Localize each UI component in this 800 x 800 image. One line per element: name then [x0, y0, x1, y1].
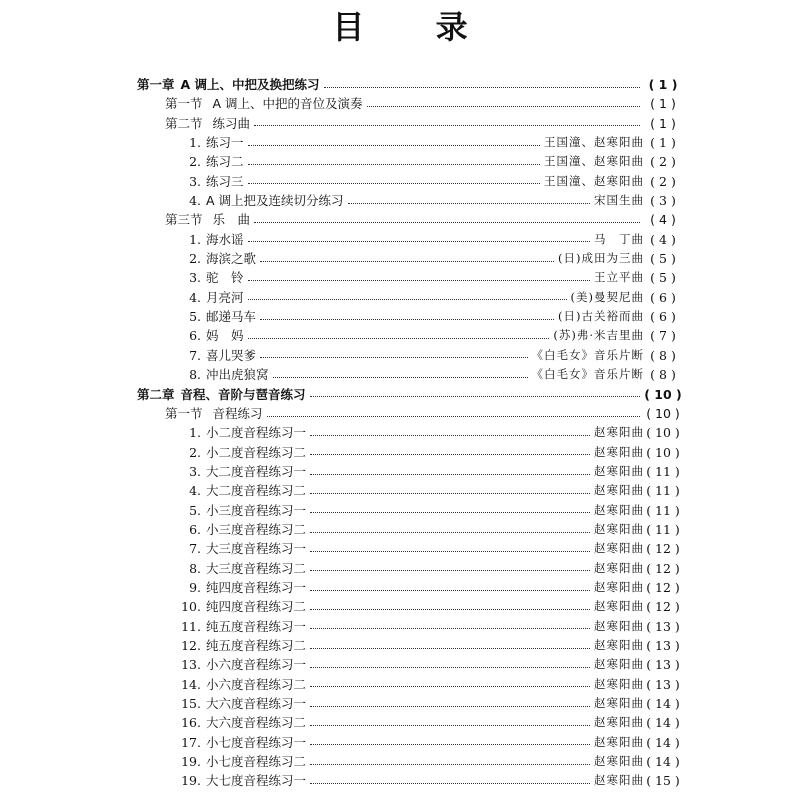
- toc-entry-label: 19.: [181, 754, 201, 770]
- dotted-leader: [310, 782, 590, 784]
- toc-entry-label: 14.: [181, 676, 201, 692]
- toc-entry-title: 小六度音程练习二: [206, 676, 307, 692]
- toc-item-row[interactable]: [0, 172, 800, 191]
- toc-entry-page-number: ( 10 ): [646, 444, 680, 460]
- toc-item-row[interactable]: [0, 462, 800, 481]
- dotted-leader: [310, 531, 590, 533]
- toc-entry-page-number: ( 13 ): [646, 637, 680, 653]
- page-title: 目 录: [332, 8, 498, 46]
- toc-entry-title: 练习曲: [212, 115, 251, 131]
- dotted-leader: [367, 105, 640, 107]
- toc-entry-title: 练习一: [206, 135, 244, 151]
- toc-entry-title: 纯五度音程练习二: [206, 637, 307, 653]
- toc-entry-title: 大三度音程练习一: [206, 541, 307, 557]
- page-number-value: 1: [659, 115, 667, 131]
- dotted-leader: [310, 569, 590, 571]
- toc-section-row[interactable]: [0, 210, 800, 229]
- toc-entry-page-number: ( 3 ): [650, 193, 676, 209]
- toc-entry-composer: 《白毛女》音乐片断: [531, 347, 644, 362]
- toc-entry-label: 6.: [189, 328, 201, 344]
- page-number-value: 11: [655, 502, 671, 518]
- toc-entry-label: 第二章: [137, 386, 175, 402]
- toc-entry-title: 大六度音程练习二: [206, 715, 307, 731]
- page-number-value: 10: [655, 425, 671, 441]
- page-number-value: 11: [655, 463, 671, 479]
- page-number-value: 10: [654, 386, 672, 402]
- toc-entry-label: 13.: [181, 657, 201, 673]
- toc-entry-page-number: ( 1 ): [650, 135, 676, 151]
- toc-entry-title: 小六度音程练习一: [206, 657, 307, 673]
- toc-item-row[interactable]: [0, 191, 800, 210]
- dotted-leader: [248, 298, 567, 300]
- toc-entry-composer: (美)曼契尼曲: [570, 289, 644, 304]
- page-number-value: 15: [655, 773, 671, 789]
- toc-entry-composer: 赵寒阳曲: [594, 734, 644, 749]
- toc-entry-title: 练习三: [206, 173, 244, 189]
- toc-entry-composer: 赵寒阳曲: [594, 773, 644, 788]
- toc-item-row[interactable]: [0, 578, 800, 597]
- toc-entry-page-number: ( 7 ): [650, 328, 676, 344]
- toc-entry-page-number: ( 14 ): [646, 754, 680, 770]
- toc-item-row[interactable]: [0, 771, 800, 790]
- dotted-leader: [260, 318, 554, 320]
- toc-entry-composer: 宋国生曲: [594, 193, 644, 208]
- toc-chapter-row[interactable]: [0, 75, 800, 94]
- toc-item-row[interactable]: [0, 539, 800, 558]
- page-number-value: 13: [655, 637, 671, 653]
- toc-item-row[interactable]: [0, 152, 800, 171]
- dotted-leader: [310, 434, 590, 436]
- dotted-leader: [310, 395, 640, 397]
- toc-entry-label: 5.: [189, 309, 201, 325]
- toc-item-row[interactable]: [0, 520, 800, 539]
- toc-entry-composer: 王立平曲: [594, 270, 644, 285]
- page-number-value: 14: [655, 734, 671, 750]
- page-number-value: 13: [655, 618, 671, 634]
- page-number-value: 1: [659, 135, 667, 151]
- toc-entry-page-number: ( 14 ): [646, 715, 680, 731]
- toc-entry-composer: 马 丁曲: [594, 231, 644, 246]
- toc-item-row[interactable]: [0, 694, 800, 713]
- toc-entry-label: 2.: [189, 154, 201, 170]
- toc-entry-composer: 赵寒阳曲: [594, 599, 644, 614]
- toc-entry-label: 12.: [181, 637, 201, 653]
- toc-entry-label: 1.: [189, 135, 201, 151]
- toc-item-row[interactable]: [0, 733, 800, 752]
- dotted-leader: [310, 453, 590, 455]
- toc-entry-page-number: ( 11 ): [646, 463, 680, 479]
- toc-item-row[interactable]: [0, 365, 800, 384]
- toc-entry-page-number: ( 13 ): [646, 676, 680, 692]
- toc-entry-page-number: ( 1 ): [648, 77, 678, 92]
- toc-item-row[interactable]: [0, 346, 800, 365]
- toc-entry-page-number: ( 8 ): [650, 347, 676, 363]
- page-number-value: 12: [655, 560, 671, 576]
- toc-entry-title: 驼 铃: [206, 270, 244, 286]
- page-number-value: 12: [655, 599, 671, 615]
- dotted-leader: [310, 724, 590, 726]
- toc-entry-title: 小二度音程练习二: [206, 444, 307, 460]
- toc-entry-title: 大二度音程练习二: [206, 483, 307, 499]
- toc-item-row[interactable]: [0, 326, 800, 345]
- toc-entry-label: 第一章: [137, 77, 175, 92]
- toc-entry-label: 2.: [189, 444, 201, 460]
- toc-entry-label: 5.: [189, 502, 201, 518]
- toc-section-row[interactable]: [0, 404, 800, 423]
- dotted-leader: [310, 763, 590, 765]
- page-number-value: 8: [659, 347, 667, 363]
- toc-entry-composer: 赵寒阳曲: [594, 657, 644, 672]
- toc-entry-title: 小三度音程练习一: [206, 502, 307, 518]
- dotted-leader: [310, 743, 590, 745]
- page-number-value: 12: [655, 541, 671, 557]
- toc-entry-label: 3.: [189, 173, 201, 189]
- toc-section-row[interactable]: [0, 114, 800, 133]
- toc-entry-label: 9.: [189, 579, 201, 595]
- toc-entry-page-number: ( 2 ): [650, 173, 676, 189]
- toc-entry-composer: 王国潼、赵寒阳曲: [544, 135, 644, 150]
- toc-entry-label: 6.: [189, 521, 201, 537]
- page-number-value: 14: [655, 715, 671, 731]
- toc-entry-title: A 调上把及连续切分练习: [206, 193, 344, 209]
- toc-entry-composer: 赵寒阳曲: [594, 754, 644, 769]
- toc-entry-composer: 王国潼、赵寒阳曲: [544, 173, 644, 188]
- toc-entry-title: A 调上、中把的音位及演奏: [212, 96, 363, 112]
- toc-entry-label: 4.: [189, 193, 201, 209]
- toc-entry-composer: 赵寒阳曲: [594, 715, 644, 730]
- toc-entry-page-number: ( 5 ): [650, 251, 676, 267]
- dotted-leader: [310, 685, 590, 687]
- toc-item-row[interactable]: [0, 307, 800, 326]
- toc-entry-label: 16.: [181, 715, 201, 731]
- dotted-leader: [310, 492, 590, 494]
- dotted-leader: [348, 202, 590, 204]
- toc-entry-title: 小七度音程练习一: [206, 734, 307, 750]
- toc-section-row[interactable]: [0, 94, 800, 113]
- page-number-value: 10: [655, 405, 671, 421]
- toc-entry-label: 第一节: [165, 96, 203, 112]
- toc-entry-page-number: ( 14 ): [646, 696, 680, 711]
- toc-entry-page-number: ( 10 ): [644, 386, 682, 402]
- toc-entry-label: 8.: [189, 560, 201, 576]
- toc-entry-label: 17.: [181, 734, 201, 750]
- page-number-value: 7: [659, 328, 667, 344]
- toc-entry-composer: 赵寒阳曲: [594, 463, 644, 478]
- toc-entry-label: 第一节: [165, 405, 203, 421]
- toc-entry-label: 4.: [189, 289, 201, 305]
- page-number-value: 1: [658, 77, 668, 92]
- toc-entry-page-number: ( 1 ): [650, 96, 676, 112]
- toc-entry-title: 小三度音程练习二: [206, 521, 307, 537]
- toc-entry-page-number: ( 11 ): [646, 502, 680, 518]
- toc-entry-page-number: ( 11 ): [646, 521, 680, 537]
- page-number-value: 4: [659, 212, 667, 228]
- toc-entry-page-number: ( 12 ): [646, 579, 680, 595]
- toc-entry-title: 练习二: [206, 154, 244, 170]
- toc-entry-composer: (苏)弗·米吉里曲: [553, 328, 644, 343]
- toc-entry-title: 海水谣: [206, 231, 244, 247]
- toc-item-row[interactable]: [0, 617, 800, 636]
- dotted-leader: [254, 221, 640, 223]
- toc-entry-composer: 赵寒阳曲: [594, 502, 644, 517]
- toc-item-row[interactable]: [0, 230, 800, 249]
- dotted-leader: [248, 163, 540, 165]
- dotted-leader: [248, 279, 590, 281]
- dotted-leader: [260, 260, 554, 262]
- toc-entry-label: 1.: [189, 231, 201, 247]
- toc-entry-composer: 赵寒阳曲: [594, 560, 644, 575]
- page-number-value: 13: [655, 657, 671, 673]
- toc-item-row[interactable]: [0, 249, 800, 268]
- dotted-leader: [248, 182, 540, 184]
- dotted-leader: [310, 705, 590, 707]
- dotted-leader: [273, 376, 528, 378]
- toc-entry-composer: 赵寒阳曲: [594, 696, 644, 710]
- toc-entry-title: 音程练习: [212, 405, 263, 421]
- toc-entry-page-number: ( 12 ): [646, 599, 680, 615]
- page-number-value: 5: [659, 270, 667, 286]
- page-number-value: 8: [659, 367, 667, 383]
- toc-entry-label: 第三节: [165, 212, 203, 228]
- toc-item-row[interactable]: [0, 268, 800, 287]
- dotted-leader: [248, 240, 590, 242]
- toc-entry-label: 4.: [189, 483, 201, 499]
- toc-entry-title: 冲出虎狼窝: [206, 367, 269, 383]
- toc-item-row[interactable]: [0, 713, 800, 732]
- toc-entry-title: 乐 曲: [212, 212, 251, 228]
- dotted-leader: [310, 589, 590, 591]
- toc-item-row[interactable]: [0, 481, 800, 500]
- toc-entry-label: 7.: [189, 347, 201, 363]
- dotted-leader: [310, 608, 590, 610]
- toc-entry-title: 大二度音程练习一: [206, 463, 307, 479]
- toc-entry-title: 纯四度音程练习一: [206, 579, 307, 595]
- page-number-value: 2: [659, 154, 667, 170]
- toc-item-row[interactable]: [0, 655, 800, 674]
- toc-entry-page-number: ( 6 ): [650, 289, 676, 305]
- toc-entry-title: 邮递马车: [206, 309, 257, 325]
- page-number-value: 2: [659, 173, 667, 189]
- page-number-value: 6: [659, 289, 667, 305]
- toc-entry-composer: 赵寒阳曲: [594, 579, 644, 594]
- toc-entry-composer: 王国潼、赵寒阳曲: [544, 154, 644, 169]
- toc-entry-label: 7.: [189, 541, 201, 557]
- dotted-leader: [260, 356, 527, 358]
- toc-entry-page-number: ( 10 ): [646, 425, 680, 441]
- toc-entry-composer: 赵寒阳曲: [594, 425, 644, 440]
- toc-entry-composer: 赵寒阳曲: [594, 618, 644, 633]
- toc-entry-title: 小七度音程练习二: [206, 754, 307, 770]
- page-number-value: 11: [655, 483, 671, 499]
- toc-entry-title: 纯五度音程练习一: [206, 618, 307, 634]
- dotted-leader: [310, 473, 590, 475]
- toc-entry-page-number: ( 15 ): [646, 773, 680, 789]
- page-number-value: 3: [659, 193, 667, 209]
- dotted-leader: [310, 627, 590, 629]
- toc-entry-label: 15.: [181, 696, 201, 711]
- toc-entry-composer: 赵寒阳曲: [594, 444, 644, 459]
- toc-entry-composer: 赵寒阳曲: [594, 541, 644, 556]
- page-number-value: 13: [655, 676, 671, 692]
- toc-entry-composer: (日)古关裕而曲: [558, 309, 644, 324]
- page-number-value: 5: [659, 251, 667, 267]
- toc-entry-title: 大六度音程练习一: [206, 696, 307, 711]
- toc-entry-label: 第二节: [165, 115, 203, 131]
- dotted-leader: [310, 511, 590, 513]
- page-number-value: 4: [659, 231, 667, 247]
- toc-item-row[interactable]: [0, 559, 800, 578]
- toc-entry-label: 10.: [181, 599, 201, 615]
- dotted-leader: [254, 124, 640, 126]
- toc-entry-title: 大三度音程练习二: [206, 560, 307, 576]
- toc-entry-composer: 《白毛女》音乐片断: [531, 367, 644, 382]
- toc-entry-title: 海滨之歌: [206, 251, 257, 267]
- toc-entry-title: 月亮河: [206, 289, 244, 305]
- dotted-leader: [267, 415, 640, 417]
- dotted-leader: [248, 144, 540, 146]
- toc-entry-composer: 赵寒阳曲: [594, 676, 644, 691]
- page-number-value: 1: [659, 96, 667, 112]
- toc-entry-page-number: ( 13 ): [646, 657, 680, 673]
- page-number-value: 6: [659, 309, 667, 325]
- toc-entry-composer: 赵寒阳曲: [594, 521, 644, 536]
- toc-entry-composer: 赵寒阳曲: [594, 637, 644, 652]
- toc-entry-label: 3.: [189, 463, 201, 479]
- toc-entry-page-number: ( 12 ): [646, 541, 680, 557]
- toc-entry-page-number: ( 6 ): [650, 309, 676, 325]
- toc-item-row[interactable]: [0, 675, 800, 694]
- toc-item-row[interactable]: [0, 288, 800, 307]
- toc-entry-label: 2.: [189, 251, 201, 267]
- dotted-leader: [310, 666, 590, 668]
- dotted-leader: [310, 647, 590, 649]
- toc-item-row[interactable]: [0, 636, 800, 655]
- toc-item-row[interactable]: [0, 597, 800, 616]
- page-number-value: 12: [655, 579, 671, 595]
- dotted-leader: [248, 337, 550, 339]
- dotted-leader: [310, 550, 590, 552]
- toc-entry-page-number: ( 10 ): [646, 405, 680, 421]
- toc-entry-composer: (日)成田为三曲: [558, 251, 644, 266]
- toc-entry-label: 19.: [181, 773, 201, 789]
- toc-entry-title: 小二度音程练习一: [206, 425, 307, 441]
- toc-entry-label: 8.: [189, 367, 201, 383]
- toc-entry-page-number: ( 14 ): [646, 734, 680, 750]
- page-number-value: 14: [655, 754, 671, 770]
- toc-entry-page-number: ( 1 ): [650, 115, 676, 131]
- toc-entry-page-number: ( 4 ): [650, 212, 676, 228]
- toc-chapter-row[interactable]: [0, 385, 800, 404]
- toc-item-row[interactable]: [0, 133, 800, 152]
- toc-entry-title: 妈 妈: [206, 328, 244, 344]
- toc-entry-title: A 调上、中把及换把练习: [180, 77, 320, 92]
- toc-entry-label: 3.: [189, 270, 201, 286]
- toc-entry-page-number: ( 11 ): [646, 483, 680, 499]
- page-number-value: 10: [655, 444, 671, 460]
- dotted-leader: [324, 86, 640, 88]
- toc-entry-label: 11.: [181, 618, 201, 634]
- page-number-value: 14: [655, 696, 671, 711]
- toc-entry-page-number: ( 4 ): [650, 231, 676, 247]
- toc-entry-title: 音程、音阶与琶音练习: [180, 386, 306, 402]
- toc-entry-label: 1.: [189, 425, 201, 441]
- toc-entry-page-number: ( 2 ): [650, 154, 676, 170]
- toc-item-row[interactable]: [0, 501, 800, 520]
- toc-item-row[interactable]: [0, 423, 800, 442]
- toc-item-row[interactable]: [0, 443, 800, 462]
- toc-entry-page-number: ( 12 ): [646, 560, 680, 576]
- table-of-contents: [0, 75, 800, 791]
- toc-entry-composer: 赵寒阳曲: [594, 483, 644, 498]
- toc-entry-title: 大七度音程练习一: [206, 773, 307, 789]
- toc-entry-page-number: ( 5 ): [650, 270, 676, 286]
- toc-item-row[interactable]: [0, 752, 800, 771]
- toc-entry-page-number: ( 8 ): [650, 367, 676, 383]
- page-number-value: 11: [655, 521, 671, 537]
- toc-entry-title: 喜儿哭爹: [206, 347, 257, 363]
- toc-entry-title: 纯四度音程练习二: [206, 599, 307, 615]
- toc-entry-page-number: ( 13 ): [646, 618, 680, 634]
